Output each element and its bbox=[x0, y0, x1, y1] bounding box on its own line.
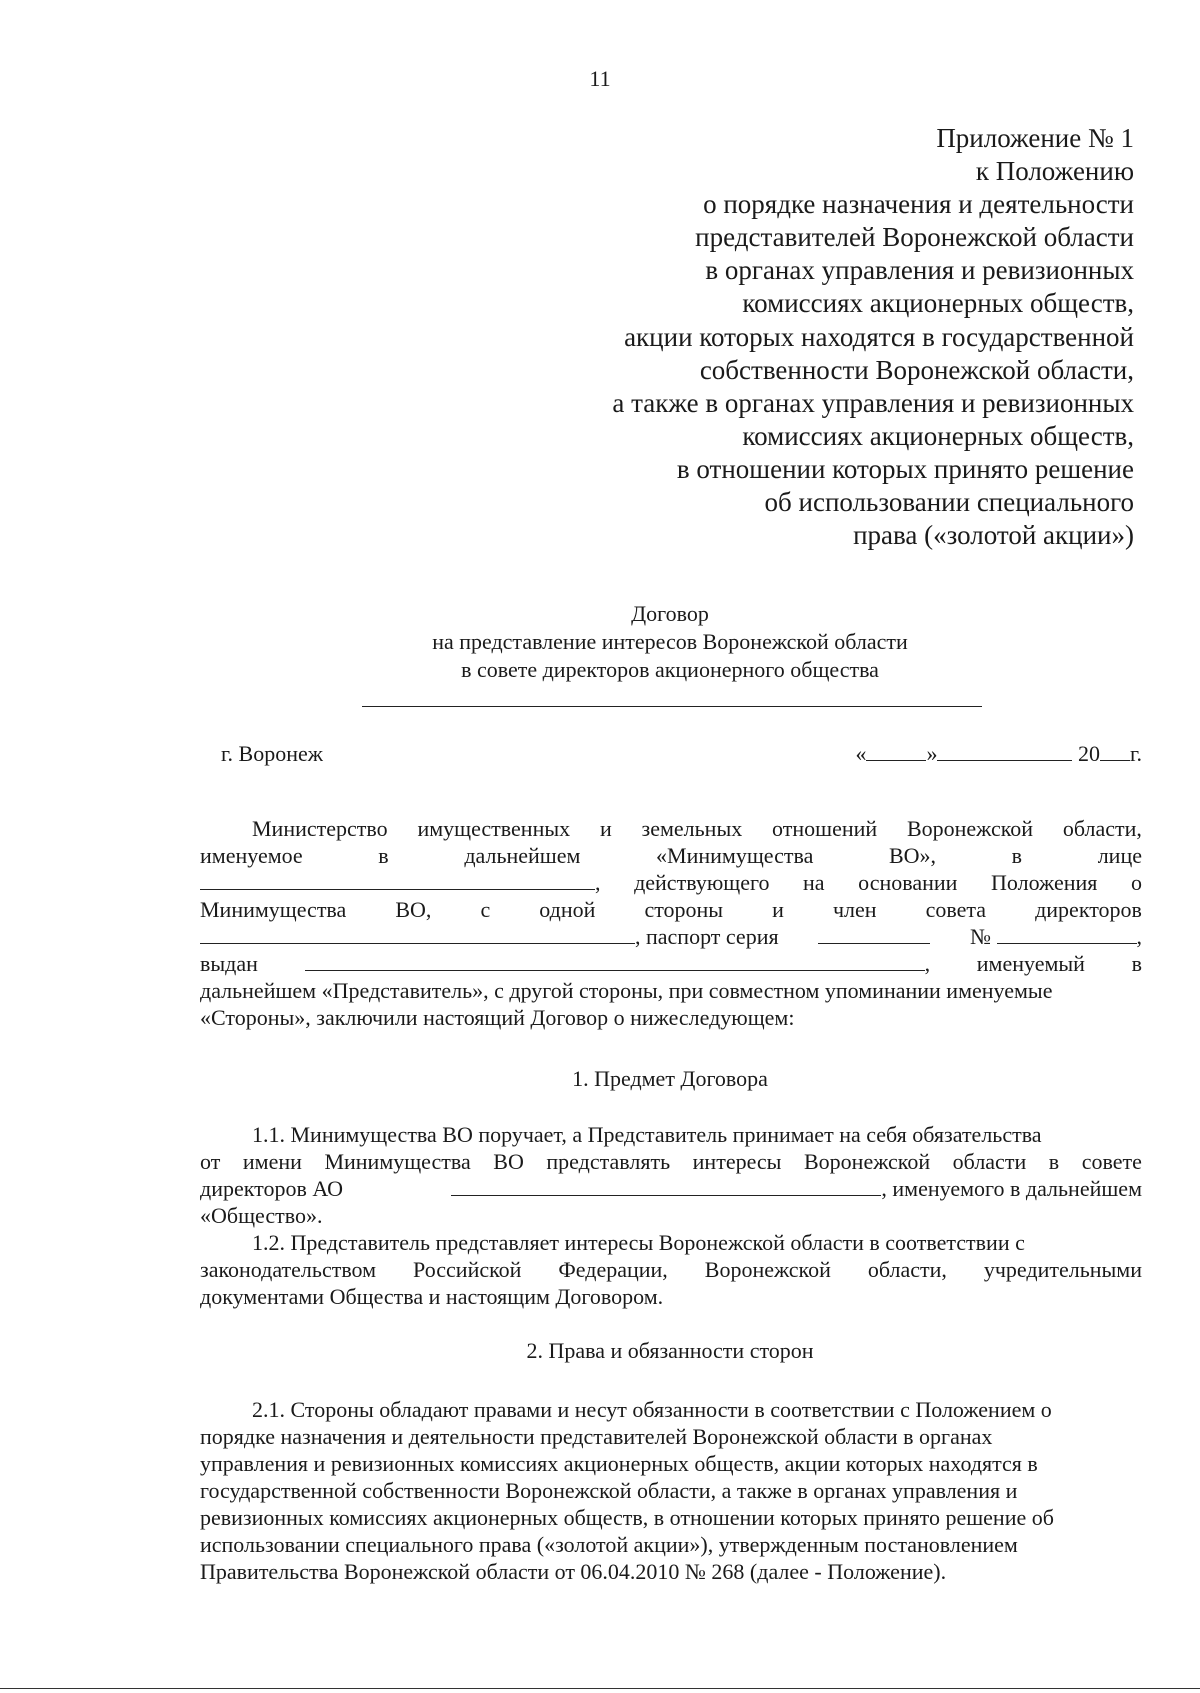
date-close-quote: » bbox=[926, 741, 938, 766]
text-fragment bbox=[200, 923, 779, 950]
paragraph-line bbox=[200, 1121, 1142, 1148]
contract-title-line: в совете директоров акционерного общества bbox=[461, 657, 879, 682]
text-fragment: в bbox=[1131, 951, 1142, 976]
company-name-blank bbox=[451, 1177, 881, 1196]
text-fragment: именуемое bbox=[200, 843, 303, 868]
text-fragment: порядке назначения и деятельности представителей Воронежской области в органах bbox=[200, 1424, 993, 1449]
place: г. Воронеж bbox=[221, 741, 323, 766]
text-fragment: «Стороны», заключили настоящий Договор о нижеследующем: bbox=[200, 1005, 795, 1030]
text-fragment: ВО bbox=[493, 1149, 524, 1174]
page-bottom-edge bbox=[0, 1688, 1200, 1689]
appendix-line: в отношении которых принято решение bbox=[676, 453, 1134, 484]
text-fragment: Минимущества bbox=[324, 1149, 471, 1174]
preamble bbox=[200, 815, 1142, 1031]
representative-name-blank bbox=[200, 871, 595, 890]
passport-series-blank bbox=[818, 925, 930, 944]
text-fragment: лице bbox=[1097, 843, 1142, 868]
day-blank bbox=[866, 742, 926, 761]
year-suffix: г. bbox=[1129, 741, 1142, 766]
text-fragment: земельных bbox=[641, 816, 743, 841]
section-2-body bbox=[200, 1396, 1142, 1585]
text-fragment: от bbox=[200, 1149, 221, 1174]
appendix-line: в органах управления и ревизионных bbox=[705, 255, 1134, 286]
preamble-line bbox=[200, 896, 1142, 923]
text-fragment: в bbox=[378, 843, 389, 868]
text-fragment: Правительства Воронежской области от 06.04.2010 № 268 (далее - Положение). bbox=[200, 1559, 947, 1584]
paragraph-line bbox=[200, 1229, 1142, 1256]
text-fragment: директоров АО bbox=[200, 1176, 344, 1201]
paragraph-line bbox=[200, 1396, 1142, 1423]
text-fragment: № bbox=[970, 924, 991, 949]
text-fragment: о bbox=[1130, 870, 1142, 895]
text-fragment bbox=[818, 923, 930, 950]
text-fragment: области bbox=[952, 1149, 1027, 1174]
section-1-body bbox=[200, 1121, 1142, 1310]
appendix-line: комиссиях акционерных обществ, bbox=[742, 420, 1134, 451]
section-2-heading: 2. Права и обязанности сторон bbox=[526, 1338, 814, 1363]
appendix-line: права («золотой акции») bbox=[853, 520, 1134, 551]
text-fragment: имущественных bbox=[417, 816, 571, 841]
text-fragment: 2.1. Стороны обладают правами и несут обязанности в соответствии с Положением о bbox=[252, 1397, 1052, 1422]
appendix-line: собственности Воронежской области, bbox=[699, 354, 1134, 385]
text-fragment: одной bbox=[539, 897, 596, 922]
preamble-line bbox=[200, 950, 1142, 977]
paragraph-line bbox=[200, 1558, 1142, 1585]
text-fragment: государственной собственности Воронежской области, а также в органах управления и bbox=[200, 1478, 1018, 1503]
appendix-line: а также в органах управления и ревизионных bbox=[612, 387, 1134, 418]
appendix-line: о порядке назначения и деятельности bbox=[703, 189, 1134, 220]
text-fragment: Воронежской bbox=[906, 816, 1034, 841]
appendix-line: об использовании специального bbox=[764, 487, 1134, 518]
preamble-line bbox=[200, 842, 1142, 869]
paragraph-line bbox=[200, 1256, 1142, 1283]
text-fragment: ВО», bbox=[888, 843, 937, 868]
text-fragment: Воронежской bbox=[804, 1149, 931, 1174]
passport-issued-blank bbox=[305, 952, 925, 971]
paragraph-line bbox=[200, 1504, 1142, 1531]
text-fragment: в bbox=[1048, 1149, 1060, 1174]
year-blank bbox=[1100, 742, 1130, 761]
passport-number-blank bbox=[997, 925, 1137, 944]
paragraph-line bbox=[200, 1202, 1142, 1229]
text-fragment: области, bbox=[1062, 816, 1142, 841]
appendix-line: комиссиях акционерных обществ, bbox=[742, 288, 1134, 319]
text-fragment bbox=[970, 923, 1142, 950]
text-fragment: интересы bbox=[692, 1149, 782, 1174]
month-blank bbox=[937, 742, 1072, 761]
contract-title-line: на представление интересов Воронежской области bbox=[432, 629, 908, 654]
text-fragment: стороны bbox=[644, 897, 724, 922]
paragraph-line bbox=[200, 1175, 1142, 1202]
text-fragment: документами Общества и настоящим Договором. bbox=[200, 1284, 664, 1309]
text-fragment bbox=[451, 1175, 1142, 1202]
appendix-header bbox=[514, 122, 1134, 552]
text-fragment bbox=[200, 869, 601, 896]
date bbox=[855, 741, 1142, 767]
paragraph-line bbox=[200, 1450, 1142, 1477]
text-fragment: Воронежской bbox=[704, 1257, 831, 1282]
preamble-line bbox=[200, 1004, 1142, 1031]
text-fragment: «Общество». bbox=[200, 1203, 323, 1228]
text-fragment: в bbox=[1011, 843, 1023, 868]
text-fragment bbox=[305, 950, 931, 977]
appendix-line: представителей Воронежской области bbox=[695, 222, 1134, 253]
text-fragment: учредительными bbox=[983, 1257, 1142, 1282]
text-fragment: , именуемого в дальнейшем bbox=[881, 1176, 1142, 1201]
appendix-line: Приложение № 1 bbox=[936, 123, 1134, 153]
text-fragment: и bbox=[599, 816, 612, 841]
text-fragment: ревизионных комиссиях акционерных обществ, в отношении которых принято решение об bbox=[200, 1505, 1054, 1530]
text-fragment: 1.2. Представитель представляет интересы Воронежской области в соответствии с bbox=[252, 1230, 1025, 1255]
preamble-line bbox=[200, 923, 1142, 950]
paragraph-line bbox=[200, 1423, 1142, 1450]
year-prefix: 20 bbox=[1077, 741, 1100, 766]
text-fragment: директоров bbox=[1035, 897, 1142, 922]
text-fragment: на bbox=[803, 870, 825, 895]
text-fragment: управления и ревизионных комиссиях акционерных обществ, акции которых находятся в bbox=[200, 1451, 1038, 1476]
text-fragment: и bbox=[772, 897, 784, 922]
text-fragment: «Минимущества bbox=[656, 843, 814, 868]
paragraph-line bbox=[200, 1531, 1142, 1558]
contract-title-line: Договор bbox=[631, 601, 709, 626]
text-fragment: , паспорт серия bbox=[635, 924, 779, 949]
paragraph-line bbox=[200, 1283, 1142, 1310]
text-fragment: Минимущества bbox=[200, 897, 347, 922]
text-fragment: именуемый bbox=[976, 951, 1085, 976]
date-open-quote: « bbox=[855, 741, 867, 766]
text-fragment: совета bbox=[925, 897, 987, 922]
text-fragment: дальнейшем bbox=[464, 843, 581, 868]
paragraph-line bbox=[200, 1477, 1142, 1504]
text-fragment: действующего bbox=[634, 870, 770, 895]
preamble-line bbox=[200, 815, 1142, 842]
text-fragment: основании bbox=[858, 870, 958, 895]
appendix-line: к Положению bbox=[975, 156, 1134, 187]
preamble-line bbox=[200, 977, 1142, 1004]
title-blank-line bbox=[362, 706, 982, 707]
text-fragment: области, bbox=[867, 1257, 947, 1282]
section-1-heading: 1. Предмет Договора bbox=[572, 1066, 768, 1091]
page-number: 11 bbox=[589, 66, 611, 91]
text-fragment: Положения bbox=[991, 870, 1098, 895]
text-fragment: , bbox=[595, 870, 601, 895]
text-fragment: отношений bbox=[772, 816, 878, 841]
text-fragment: выдан bbox=[200, 951, 258, 976]
text-fragment: Федерации, bbox=[558, 1257, 668, 1282]
preamble-line bbox=[200, 869, 1142, 896]
text-fragment: законодательством bbox=[200, 1257, 377, 1282]
member-name-blank bbox=[200, 925, 635, 944]
text-fragment: член bbox=[832, 897, 877, 922]
text-fragment: ВО, bbox=[395, 897, 432, 922]
text-fragment: совете bbox=[1081, 1149, 1142, 1174]
text-fragment: 1.1. Минимущества ВО поручает, а Представитель принимает на себя обязательства bbox=[252, 1122, 1042, 1147]
text-fragment: с bbox=[480, 897, 491, 922]
appendix-line: акции которых находятся в государственной bbox=[624, 321, 1134, 352]
contract-title bbox=[0, 600, 1200, 684]
text-fragment: использовании специального права («золотой акции»), утвержденным постановлением bbox=[200, 1532, 1018, 1557]
text-fragment: Министерство bbox=[252, 816, 388, 841]
text-fragment: , bbox=[924, 951, 931, 976]
text-fragment: представлять bbox=[546, 1149, 671, 1174]
text-fragment: дальнейшем «Представитель», с другой стороны, при совместном упоминании именуемые bbox=[200, 978, 1053, 1003]
paragraph-line bbox=[200, 1148, 1142, 1175]
text-fragment: имени bbox=[242, 1149, 302, 1174]
text-fragment: , bbox=[1136, 924, 1142, 949]
text-fragment: Российской bbox=[413, 1257, 522, 1282]
